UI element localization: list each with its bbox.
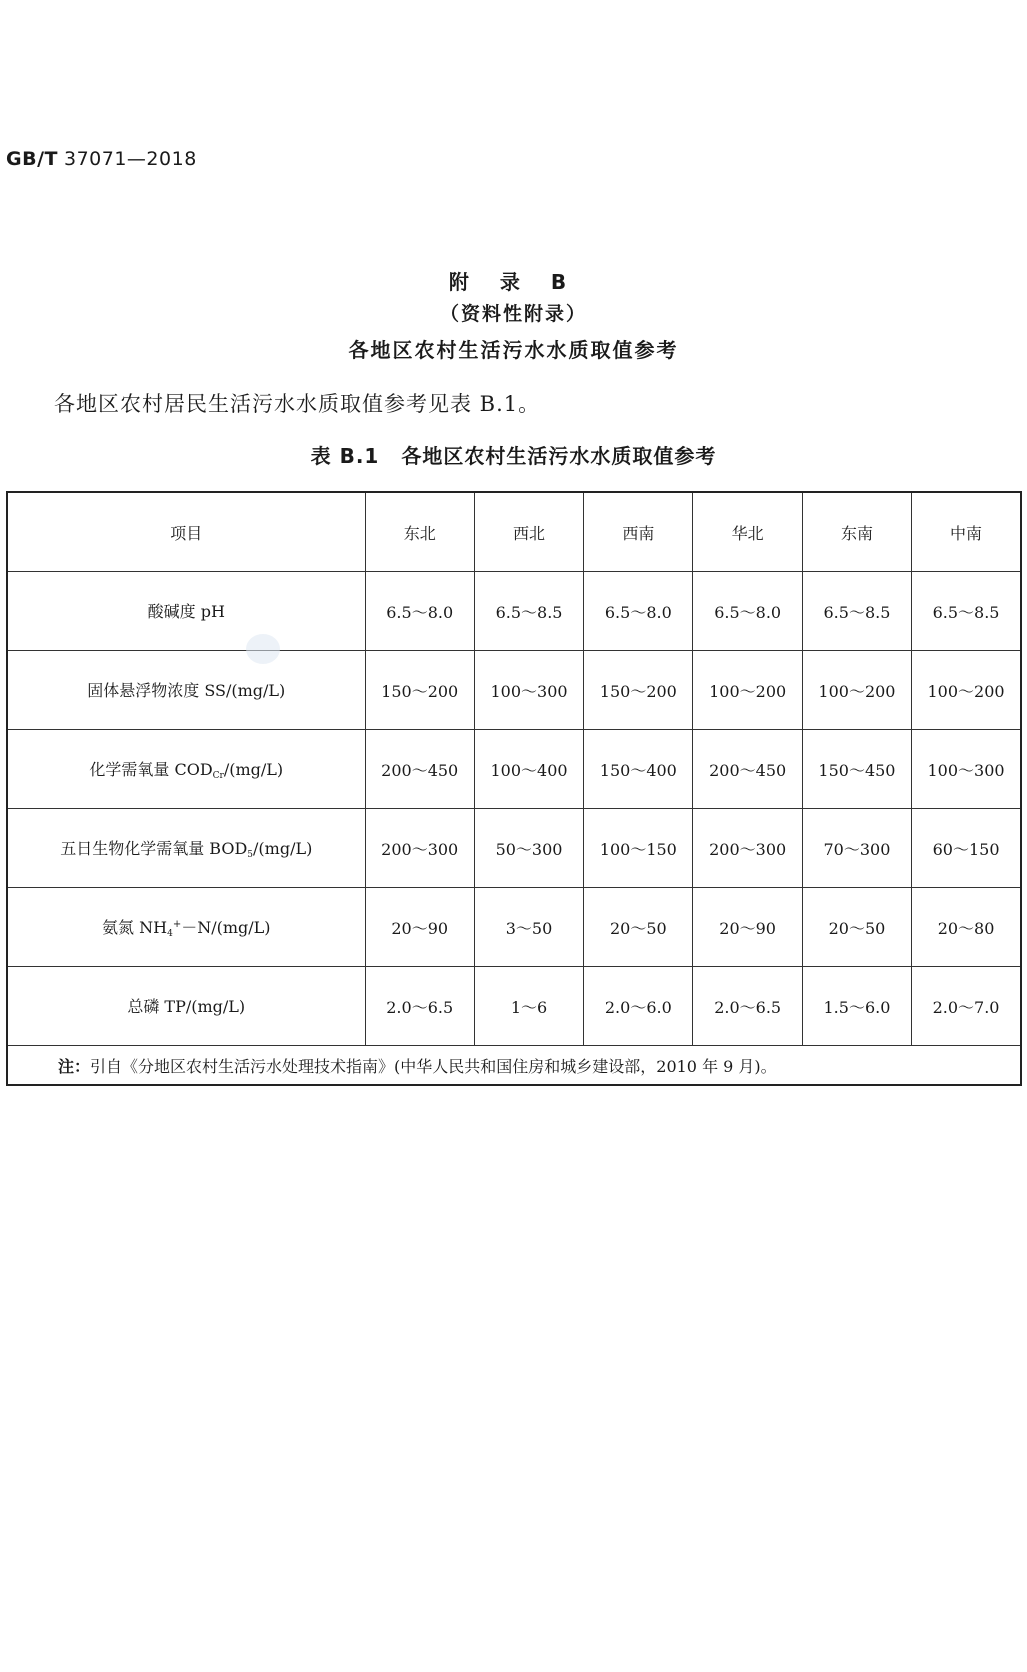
item-label-pre: 五日生物化学需氧量 BOD bbox=[60, 839, 248, 858]
standard-code bbox=[6, 148, 197, 170]
table-row bbox=[7, 888, 1021, 967]
table-note bbox=[7, 1046, 1021, 1086]
table-cell-value: 2.0～6.5 bbox=[365, 967, 474, 1046]
item-label-pre: 酸碱度 pH bbox=[147, 602, 225, 621]
note-text: 引自《分地区农村生活污水处理技术指南》(中华人民共和国住房和城乡建设部，2010 年 9 月)。 bbox=[90, 1056, 777, 1076]
table-cell-value: 100～400 bbox=[474, 730, 583, 809]
column-header-item: 项目 bbox=[7, 492, 365, 572]
table-cell-value: 20～90 bbox=[693, 888, 802, 967]
item-label-post: －N/(mg/L) bbox=[181, 918, 271, 937]
row-item-label bbox=[7, 967, 365, 1046]
intro-paragraph: 各地区农村居民生活污水水质取值参考见表 B.1。 bbox=[54, 392, 541, 416]
appendix-heading: 各地区农村生活污水水质取值参考 bbox=[348, 338, 679, 362]
row-item-label bbox=[7, 651, 365, 730]
row-item-label bbox=[7, 888, 365, 967]
watermark-logo bbox=[246, 634, 280, 664]
table-header-row bbox=[7, 492, 1021, 572]
table-cell-value: 3～50 bbox=[474, 888, 583, 967]
table-row bbox=[7, 967, 1021, 1046]
table-cell-value: 20～80 bbox=[912, 888, 1021, 967]
item-label-sub: Cr bbox=[212, 771, 224, 781]
table-cell-value: 200～450 bbox=[693, 730, 802, 809]
row-item-label bbox=[7, 572, 365, 651]
table-cell-value: 100～200 bbox=[802, 651, 911, 730]
table-cell-value: 6.5～8.5 bbox=[474, 572, 583, 651]
table-row bbox=[7, 809, 1021, 888]
table-cell-value: 100～300 bbox=[474, 651, 583, 730]
water-quality-table bbox=[6, 491, 1022, 1086]
table-cell-value: 6.5～8.0 bbox=[584, 572, 693, 651]
column-header-southwest: 西南 bbox=[584, 492, 693, 572]
table-cell-value: 6.5～8.0 bbox=[693, 572, 802, 651]
item-label-pre: 氨氮 NH bbox=[102, 918, 168, 937]
table-cell-value: 100～200 bbox=[912, 651, 1021, 730]
table-cell-value: 1～6 bbox=[474, 967, 583, 1046]
table-cell-value: 150～450 bbox=[802, 730, 911, 809]
column-header-southeast: 东南 bbox=[802, 492, 911, 572]
column-header-central-south: 中南 bbox=[912, 492, 1021, 572]
table-cell-value: 200～300 bbox=[365, 809, 474, 888]
table-cell-value: 2.0～6.5 bbox=[693, 967, 802, 1046]
table-cell-value: 1.5～6.0 bbox=[802, 967, 911, 1046]
item-label-pre: 化学需氧量 COD bbox=[89, 760, 213, 779]
table-caption bbox=[0, 440, 1027, 469]
table-cell-value: 2.0～6.0 bbox=[584, 967, 693, 1046]
table-note-row bbox=[7, 1046, 1021, 1086]
table-cell-value: 6.5～8.0 bbox=[365, 572, 474, 651]
row-item-label bbox=[7, 809, 365, 888]
standard-number: 37071—2018 bbox=[63, 148, 197, 170]
table-cell-value: 200～300 bbox=[693, 809, 802, 888]
table-cell-value: 20～90 bbox=[365, 888, 474, 967]
table-cell-value: 60～150 bbox=[912, 809, 1021, 888]
item-label-post: /(mg/L) bbox=[223, 760, 284, 779]
table-cell-value: 150～200 bbox=[365, 651, 474, 730]
table-row bbox=[7, 730, 1021, 809]
appendix-title: 附 录 B bbox=[448, 270, 579, 294]
row-item-label bbox=[7, 730, 365, 809]
table-cell-value: 20～50 bbox=[584, 888, 693, 967]
item-label-sup: + bbox=[172, 919, 182, 930]
table-cell-value: 100～150 bbox=[584, 809, 693, 888]
column-header-northwest: 西北 bbox=[474, 492, 583, 572]
table-caption-title: 各地区农村生活污水水质取值参考 bbox=[401, 444, 717, 468]
table-cell-value: 20～50 bbox=[802, 888, 911, 967]
table-cell-value: 2.0～7.0 bbox=[912, 967, 1021, 1046]
note-label: 注： bbox=[58, 1056, 91, 1076]
table-row bbox=[7, 651, 1021, 730]
item-label-sub: 5 bbox=[247, 850, 254, 860]
table-cell-value: 70～300 bbox=[802, 809, 911, 888]
table-cell-value: 150～200 bbox=[584, 651, 693, 730]
table-caption-number: 表 B.1 bbox=[310, 444, 380, 468]
table-cell-value: 100～300 bbox=[912, 730, 1021, 809]
item-label-pre: 总磷 TP/(mg/L) bbox=[127, 997, 246, 1016]
table-row bbox=[7, 572, 1021, 651]
appendix-subtitle: （资料性附录） bbox=[439, 303, 587, 325]
item-label-sub: 4 bbox=[167, 929, 173, 939]
table-cell-value: 200～450 bbox=[365, 730, 474, 809]
table-cell-value: 50～300 bbox=[474, 809, 583, 888]
column-header-northeast: 东北 bbox=[365, 492, 474, 572]
column-header-north: 华北 bbox=[693, 492, 802, 572]
standard-prefix: GB/T bbox=[6, 148, 58, 170]
table-cell-value: 150～400 bbox=[584, 730, 693, 809]
table-cell-value: 100～200 bbox=[693, 651, 802, 730]
item-label-pre: 固体悬浮物浓度 SS/(mg/L) bbox=[87, 681, 286, 700]
table-cell-value: 6.5～8.5 bbox=[912, 572, 1021, 651]
item-label-post: /(mg/L) bbox=[253, 839, 313, 858]
table-cell-value: 6.5～8.5 bbox=[802, 572, 911, 651]
